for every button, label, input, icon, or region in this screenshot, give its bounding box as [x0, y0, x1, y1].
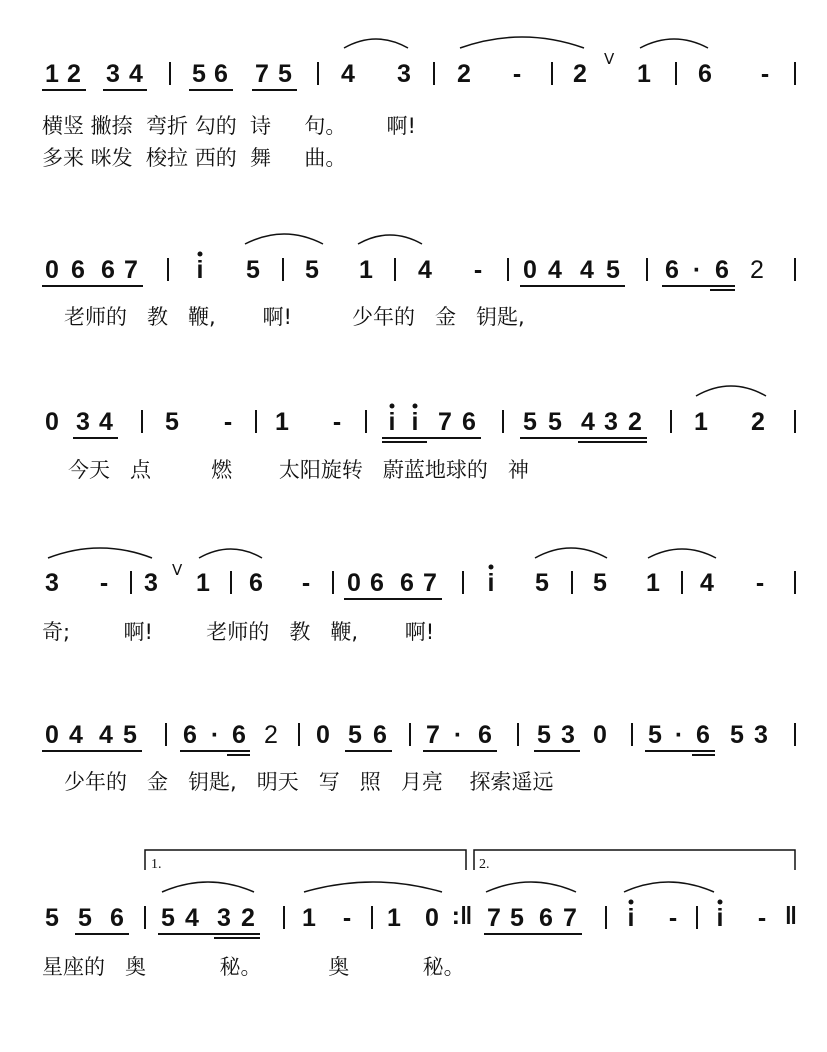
note: 0	[45, 408, 59, 436]
barline: |	[329, 567, 337, 595]
note: 6	[71, 256, 85, 284]
note: 6	[110, 904, 124, 932]
note: 6	[232, 721, 246, 749]
barline: |	[791, 58, 799, 86]
note: 4	[418, 256, 432, 284]
note: 4	[700, 569, 714, 597]
final-barline: ‖	[784, 902, 798, 930]
barline: |	[693, 902, 701, 930]
lyric-line: 老师的 教 鞭, 啊! 少年的 金 钥匙,	[64, 305, 525, 329]
barline: |	[141, 902, 149, 930]
note: 5	[305, 256, 319, 284]
note: 3	[561, 721, 575, 749]
note: i	[196, 256, 204, 284]
note: 0	[316, 721, 330, 749]
note: 7	[426, 721, 440, 749]
note: 1	[387, 904, 401, 932]
note: 3	[754, 721, 768, 749]
barline: |	[504, 254, 512, 282]
barline: |	[667, 406, 675, 434]
note: 2	[457, 60, 471, 88]
note: 2	[67, 60, 81, 88]
barline: |	[314, 58, 322, 86]
barline: |	[138, 406, 146, 434]
note: 3	[144, 569, 158, 597]
barline: |	[643, 254, 651, 282]
note: 6	[400, 569, 414, 597]
note: 5	[730, 721, 744, 749]
note: 1	[275, 408, 289, 436]
note: 5	[161, 904, 175, 932]
note: 0	[45, 256, 59, 284]
dash: -	[473, 256, 483, 284]
note: 4	[548, 256, 562, 284]
breath-mark: V	[604, 50, 615, 68]
note: 6	[214, 60, 228, 88]
note: 2	[750, 256, 764, 284]
barline: |	[791, 254, 799, 282]
note: 2	[628, 408, 642, 436]
note: 4	[99, 721, 113, 749]
note: 5	[123, 721, 137, 749]
note: 5	[246, 256, 260, 284]
note: 2	[751, 408, 765, 436]
note: 5	[45, 904, 59, 932]
note: 3	[397, 60, 411, 88]
repeat-barline: :‖	[451, 902, 473, 930]
note: 7	[124, 256, 138, 284]
note: 1	[359, 256, 373, 284]
barline: |	[672, 58, 680, 86]
note: 6	[373, 721, 387, 749]
note: 0	[425, 904, 439, 932]
dash: -	[223, 408, 233, 436]
beam-lines	[42, 90, 735, 938]
dot: ·	[210, 721, 220, 749]
barline: |	[628, 719, 636, 747]
note: 6	[183, 721, 197, 749]
note: 5	[548, 408, 562, 436]
note: 2	[264, 721, 278, 749]
barline: |	[499, 406, 507, 434]
note: 1	[646, 569, 660, 597]
barline: |	[368, 902, 376, 930]
note: 1	[302, 904, 316, 932]
dash: -	[755, 569, 765, 597]
dash: -	[301, 569, 311, 597]
note: 5	[648, 721, 662, 749]
dash: -	[760, 60, 770, 88]
note: 4	[99, 408, 113, 436]
note: i	[487, 569, 495, 597]
lyric-line: 横竖 撇捺 弯折 勾的 诗 句。 啊!	[42, 114, 416, 138]
note: 0	[45, 721, 59, 749]
note: 5	[278, 60, 292, 88]
note: 5	[78, 904, 92, 932]
note: 1	[637, 60, 651, 88]
barline: |	[602, 902, 610, 930]
note: 3	[106, 60, 120, 88]
note: 6	[665, 256, 679, 284]
note: 5	[510, 904, 524, 932]
note: 1	[694, 408, 708, 436]
lyric-line: 多来 咪发 梭拉 西的 舞 曲。	[42, 146, 347, 170]
barline: |	[279, 254, 287, 282]
note: 6	[539, 904, 553, 932]
note: 5	[593, 569, 607, 597]
lyric-line: 星座的 奥 秘。 奥 秘。	[42, 955, 465, 979]
volta-label: 2.	[479, 857, 490, 872]
barline: |	[548, 58, 556, 86]
note: 4	[341, 60, 355, 88]
note: 1	[45, 60, 59, 88]
barline: |	[252, 406, 260, 434]
note: 4	[581, 408, 595, 436]
note: 1	[196, 569, 210, 597]
note: 2	[241, 904, 255, 932]
note: 6	[696, 721, 710, 749]
note: 7	[563, 904, 577, 932]
note: i	[411, 408, 419, 436]
dash: -	[757, 904, 767, 932]
barline: |	[280, 902, 288, 930]
dot: ·	[453, 721, 463, 749]
note: 6	[249, 569, 263, 597]
barline: |	[430, 58, 438, 86]
barline: |	[227, 567, 235, 595]
dash: -	[342, 904, 352, 932]
dash: -	[99, 569, 109, 597]
note: i	[716, 904, 724, 932]
barline: |	[568, 567, 576, 595]
note: 5	[348, 721, 362, 749]
note: 6	[478, 721, 492, 749]
note: 0	[593, 721, 607, 749]
barline: |	[791, 719, 799, 747]
barline: |	[164, 254, 172, 282]
note: 4	[185, 904, 199, 932]
note: 3	[217, 904, 231, 932]
barline: |	[391, 254, 399, 282]
note: 3	[604, 408, 618, 436]
barline: |	[166, 58, 174, 86]
dot: ·	[674, 721, 684, 749]
barline: |	[162, 719, 170, 747]
note: 7	[487, 904, 501, 932]
note: i	[388, 408, 396, 436]
volta-label: 1.	[151, 857, 162, 872]
note: 5	[192, 60, 206, 88]
barline: |	[362, 406, 370, 434]
note: 5	[523, 408, 537, 436]
lyric-line: 少年的 金 钥匙, 明天 写 照 月亮 探索遥远	[64, 770, 554, 794]
note: 6	[370, 569, 384, 597]
note: 7	[255, 60, 269, 88]
note: 6	[715, 256, 729, 284]
barline: |	[295, 719, 303, 747]
dash: -	[332, 408, 342, 436]
note: 6	[101, 256, 115, 284]
note: 5	[606, 256, 620, 284]
note: 0	[347, 569, 361, 597]
note: i	[627, 904, 635, 932]
barline: |	[459, 567, 467, 595]
slurs	[48, 37, 766, 892]
note: 6	[462, 408, 476, 436]
note: 3	[76, 408, 90, 436]
barline: |	[678, 567, 686, 595]
breath-mark: V	[172, 561, 183, 579]
dash: -	[512, 60, 522, 88]
note: 7	[438, 408, 452, 436]
barline: |	[514, 719, 522, 747]
dash: -	[668, 904, 678, 932]
note: 3	[45, 569, 59, 597]
note: 2	[573, 60, 587, 88]
note: 6	[698, 60, 712, 88]
note: 5	[535, 569, 549, 597]
dot: ·	[692, 256, 702, 284]
note: 0	[523, 256, 537, 284]
barline: |	[791, 567, 799, 595]
volta-brackets	[145, 850, 795, 870]
note: 4	[129, 60, 143, 88]
note: 4	[580, 256, 594, 284]
note: 7	[423, 569, 437, 597]
barline: |	[406, 719, 414, 747]
note: 5	[537, 721, 551, 749]
barline: |	[127, 567, 135, 595]
note: 5	[165, 408, 179, 436]
note: 4	[69, 721, 83, 749]
barline: |	[791, 406, 799, 434]
lyric-line: 今天 点 燃 太阳旋转 蔚蓝地球的 神	[68, 458, 529, 482]
lyric-line: 奇; 啊! 老师的 教 鞭, 啊!	[42, 620, 435, 644]
octave-dots	[198, 252, 723, 905]
